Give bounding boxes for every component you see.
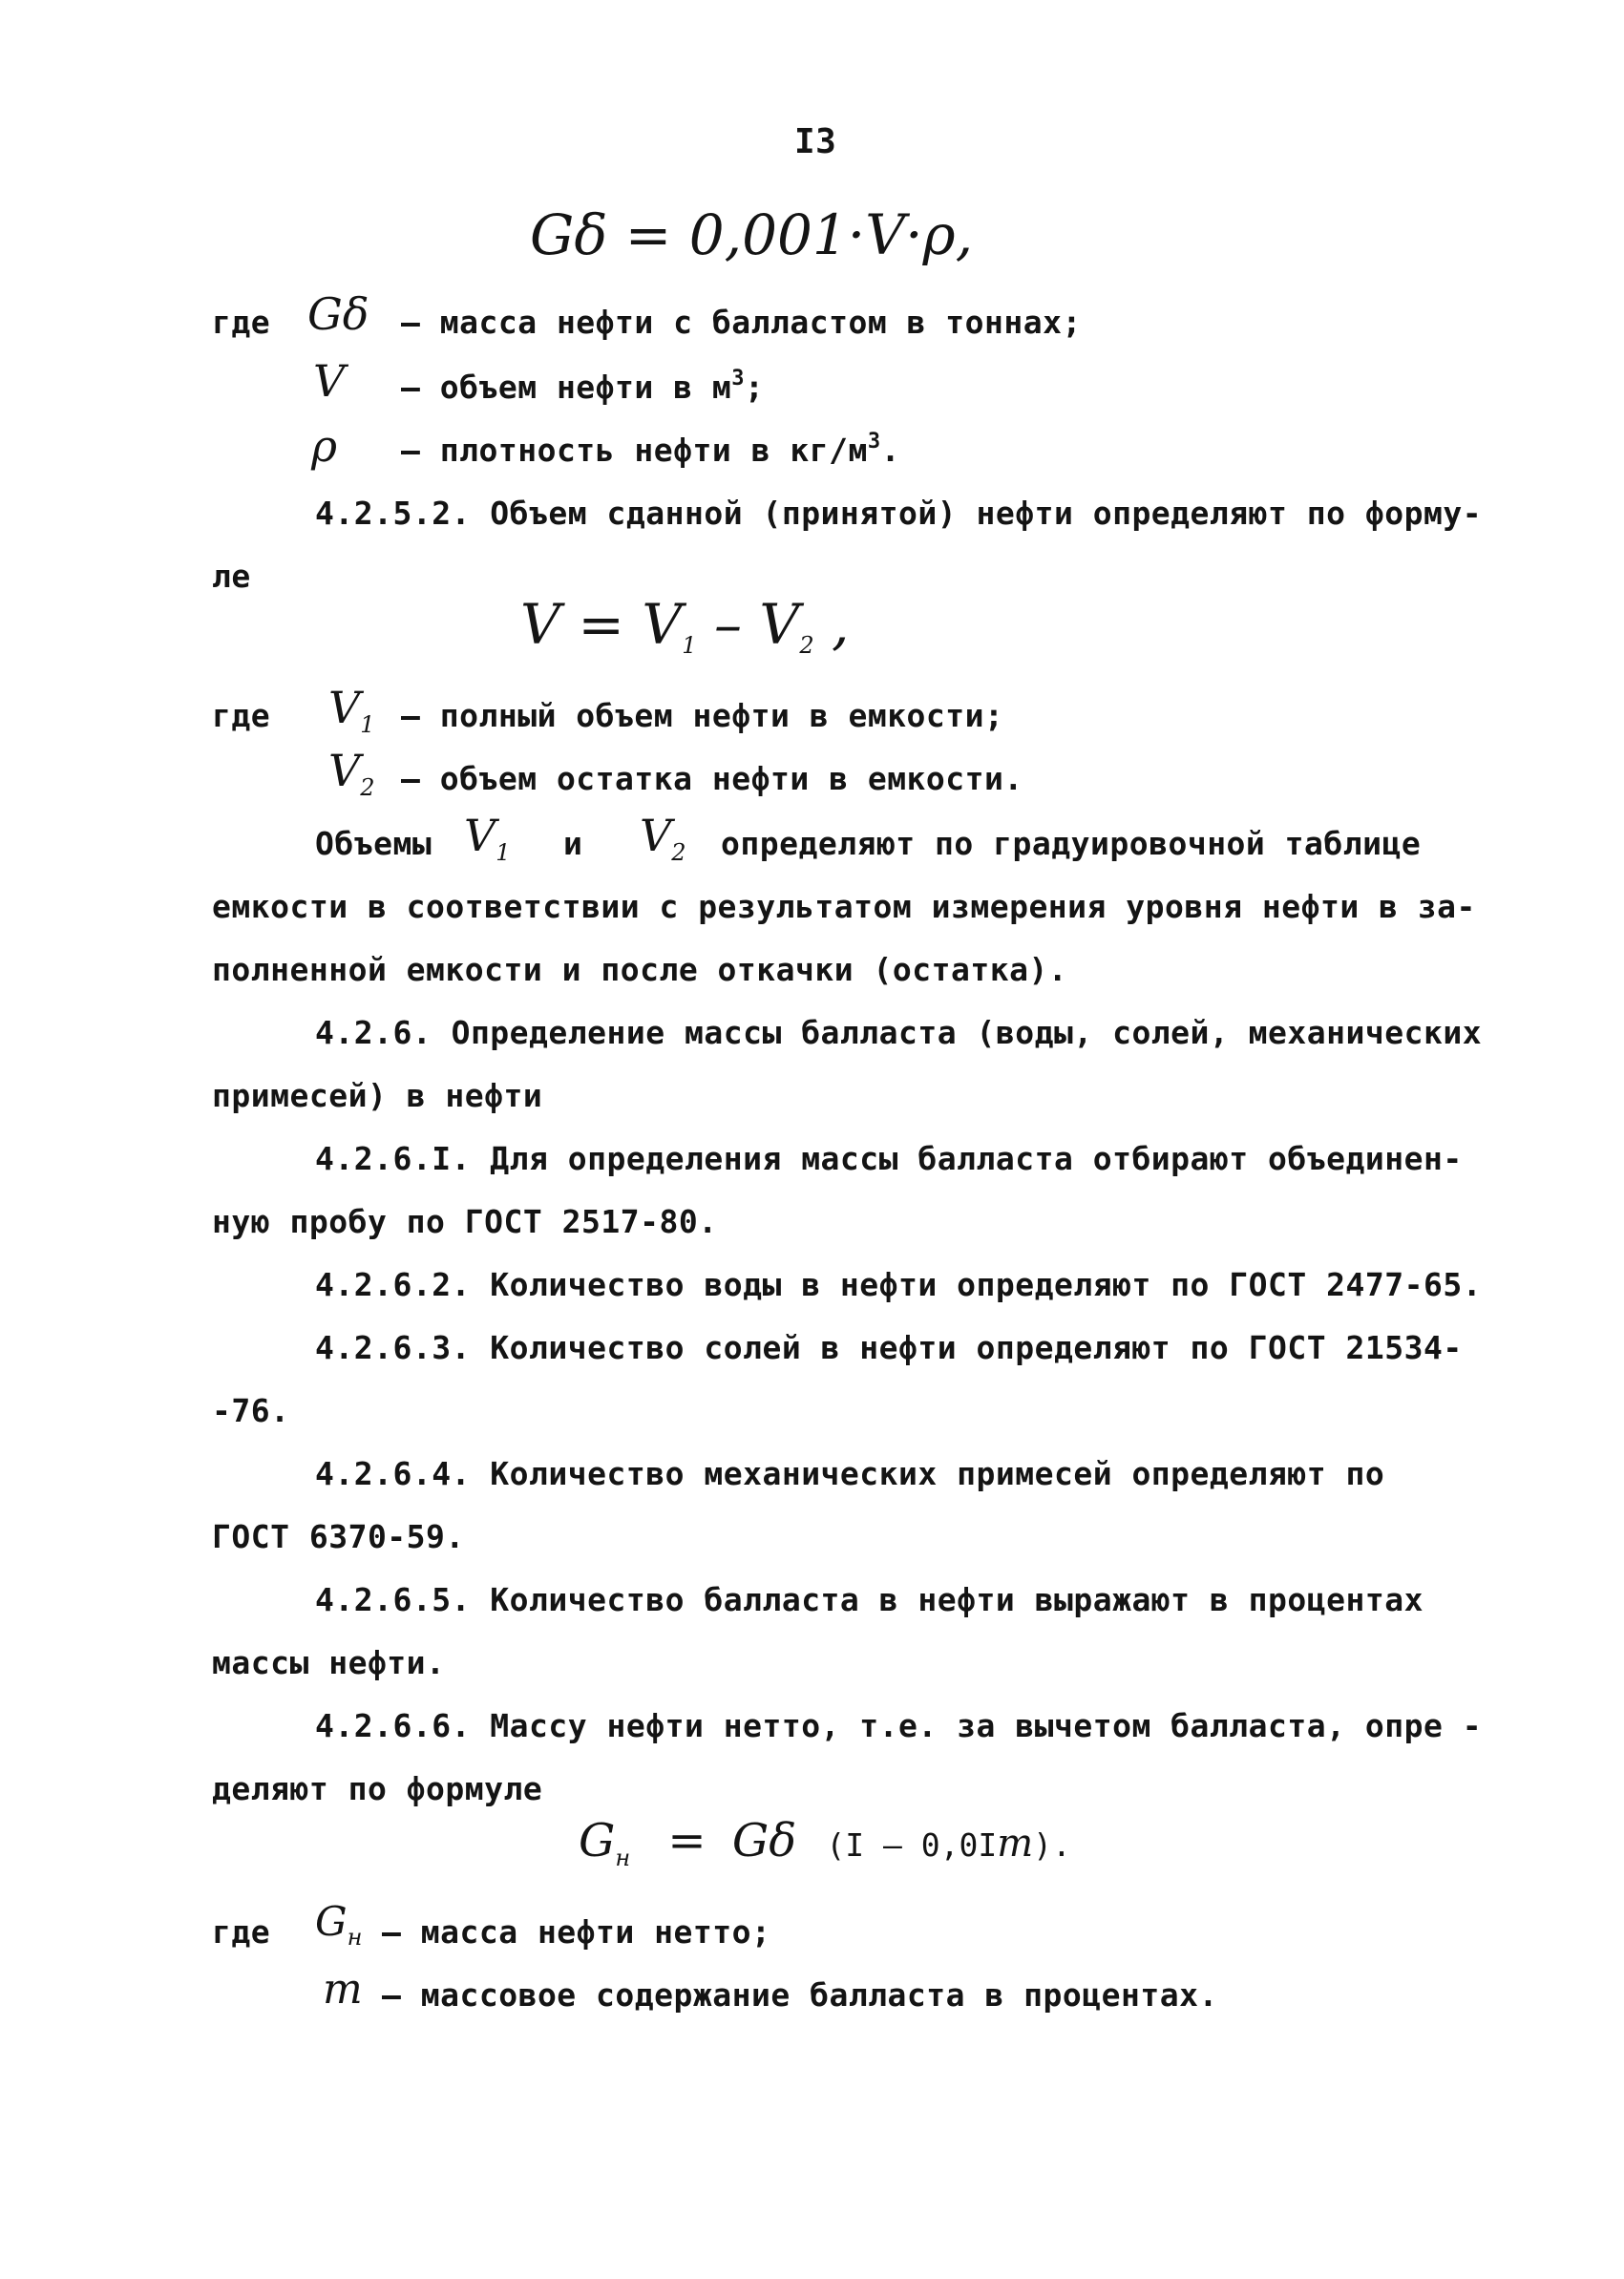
symbol-v1-base: V <box>328 682 361 733</box>
paragraph-line: 4.2.6.6. Массу нефти нетто, т.е. за вычетом балласта, опре - <box>315 1707 1483 1744</box>
def-text: – объем остатка нефти в емкости. <box>401 760 1023 797</box>
symbol-v2-sub: 2 <box>671 839 686 866</box>
formula2-v1-sub: 1 <box>682 632 697 659</box>
formula3-lhs: G <box>579 1814 616 1868</box>
def-text <box>401 430 900 469</box>
symbol-v1 <box>464 810 511 866</box>
formula2-v: V <box>520 592 560 657</box>
paragraph-line: полненной емкости и после откачки (остатка). <box>212 951 1068 988</box>
def-text-sup: 3 <box>731 367 746 390</box>
paragraph-line: 4.2.6.5. Количество балласта в нефти выражают в процентах <box>315 1581 1424 1618</box>
paragraph-line: 4.2.6. Определение массы балласта (воды, солей, механических <box>315 1014 1483 1051</box>
paragraph-line: 4.2.6.2. Количество воды в нефти определяют по ГОСТ 2477-65. <box>315 1266 1483 1303</box>
symbol-g-net-base: G <box>315 1898 348 1945</box>
paragraph-line: -76. <box>212 1392 290 1429</box>
def-text: – масса нефти с балластом в тоннах; <box>401 304 1082 341</box>
paragraph-word: и <box>563 825 583 862</box>
def-text: – массовое содержание балласта в процентах. <box>382 1976 1218 2014</box>
formula3-g: Gδ <box>731 1814 797 1868</box>
symbol-v2-base: V <box>640 810 672 861</box>
paragraph-line: 4.2.6.I. Для определения массы балласта отбирают объединен- <box>315 1140 1463 1177</box>
symbol-v2 <box>328 745 375 801</box>
paragraph-line: ГОСТ 6370-59. <box>212 1518 465 1555</box>
def-lead-where: где <box>212 304 271 341</box>
symbol-rho: ρ <box>311 420 338 472</box>
formula3-m: m <box>997 1822 1034 1866</box>
paragraph-line: 4.2.6.4. Количество механических примесей определяют по <box>315 1455 1385 1492</box>
symbol-v1-base: V <box>464 810 496 861</box>
symbol-v1 <box>328 682 375 738</box>
symbol-v2 <box>640 810 686 866</box>
symbol-v1-sub: 1 <box>496 839 511 866</box>
symbol-g-net-sub: н <box>347 1924 363 1951</box>
formula3-rest: (I – 0,0I <box>826 1826 998 1864</box>
formula1-rhs: = 0,001·V·ρ, <box>624 202 974 267</box>
def-text-sup: 3 <box>867 430 881 454</box>
formula2-v1: V <box>642 592 683 657</box>
page-number: I3 <box>794 122 837 161</box>
formula2-tail: , <box>832 592 850 657</box>
formula1-lhs: Gδ <box>530 202 608 267</box>
paragraph-line: определяют по градуировочной таблице <box>721 825 1422 862</box>
formula3-eq: = <box>667 1814 707 1868</box>
paragraph-line: ле <box>212 558 251 595</box>
formula2-minus: – <box>713 592 742 657</box>
formula-mass-with-ballast <box>530 202 973 267</box>
symbol-g-delta: Gδ <box>307 288 369 340</box>
def-text-tail: ; <box>745 369 765 406</box>
def-text <box>401 367 764 406</box>
paragraph-line: 4.2.5.2. Объем сданной (принятой) нефти определяют по форму- <box>315 495 1483 532</box>
paragraph-line: примесей) в нефти <box>212 1077 543 1114</box>
formula2-eq: = <box>578 592 624 657</box>
paragraph-line: емкости в соответствии с результатом измерения уровня нефти в за- <box>212 888 1476 925</box>
def-text-tail: . <box>880 432 900 469</box>
def-lead-where: где <box>212 1913 271 1951</box>
symbol-v2-base: V <box>328 745 361 796</box>
def-text-main: – объем нефти в м <box>401 369 732 406</box>
formula3-lhs-sub: н <box>615 1845 631 1871</box>
paragraph-line: ную пробу по ГОСТ 2517-80. <box>212 1203 718 1240</box>
def-text: – масса нефти нетто; <box>382 1913 771 1951</box>
formula-net-mass <box>579 1814 1071 1871</box>
formula3-close: ). <box>1033 1826 1071 1864</box>
formula2-v2: V <box>759 592 800 657</box>
symbol-v1-sub: 1 <box>360 711 375 738</box>
paragraph-line: деляют по формуле <box>212 1770 543 1807</box>
formula-volume <box>520 592 849 659</box>
def-text: – полный объем нефти в емкости; <box>401 697 1004 734</box>
symbol-v2-sub: 2 <box>360 774 375 801</box>
symbol-m: m <box>323 1965 363 2014</box>
def-lead-where: где <box>212 697 271 734</box>
symbol-v: V <box>313 355 346 407</box>
formula2-v2-sub: 2 <box>799 632 814 659</box>
paragraph-line: массы нефти. <box>212 1644 446 1681</box>
paragraph-line: 4.2.6.3. Количество солей в нефти определяют по ГОСТ 21534- <box>315 1329 1463 1366</box>
symbol-g-net <box>315 1898 362 1951</box>
def-text-main: – плотность нефти в кг/м <box>401 432 868 469</box>
paragraph-line: Объемы <box>315 825 432 862</box>
